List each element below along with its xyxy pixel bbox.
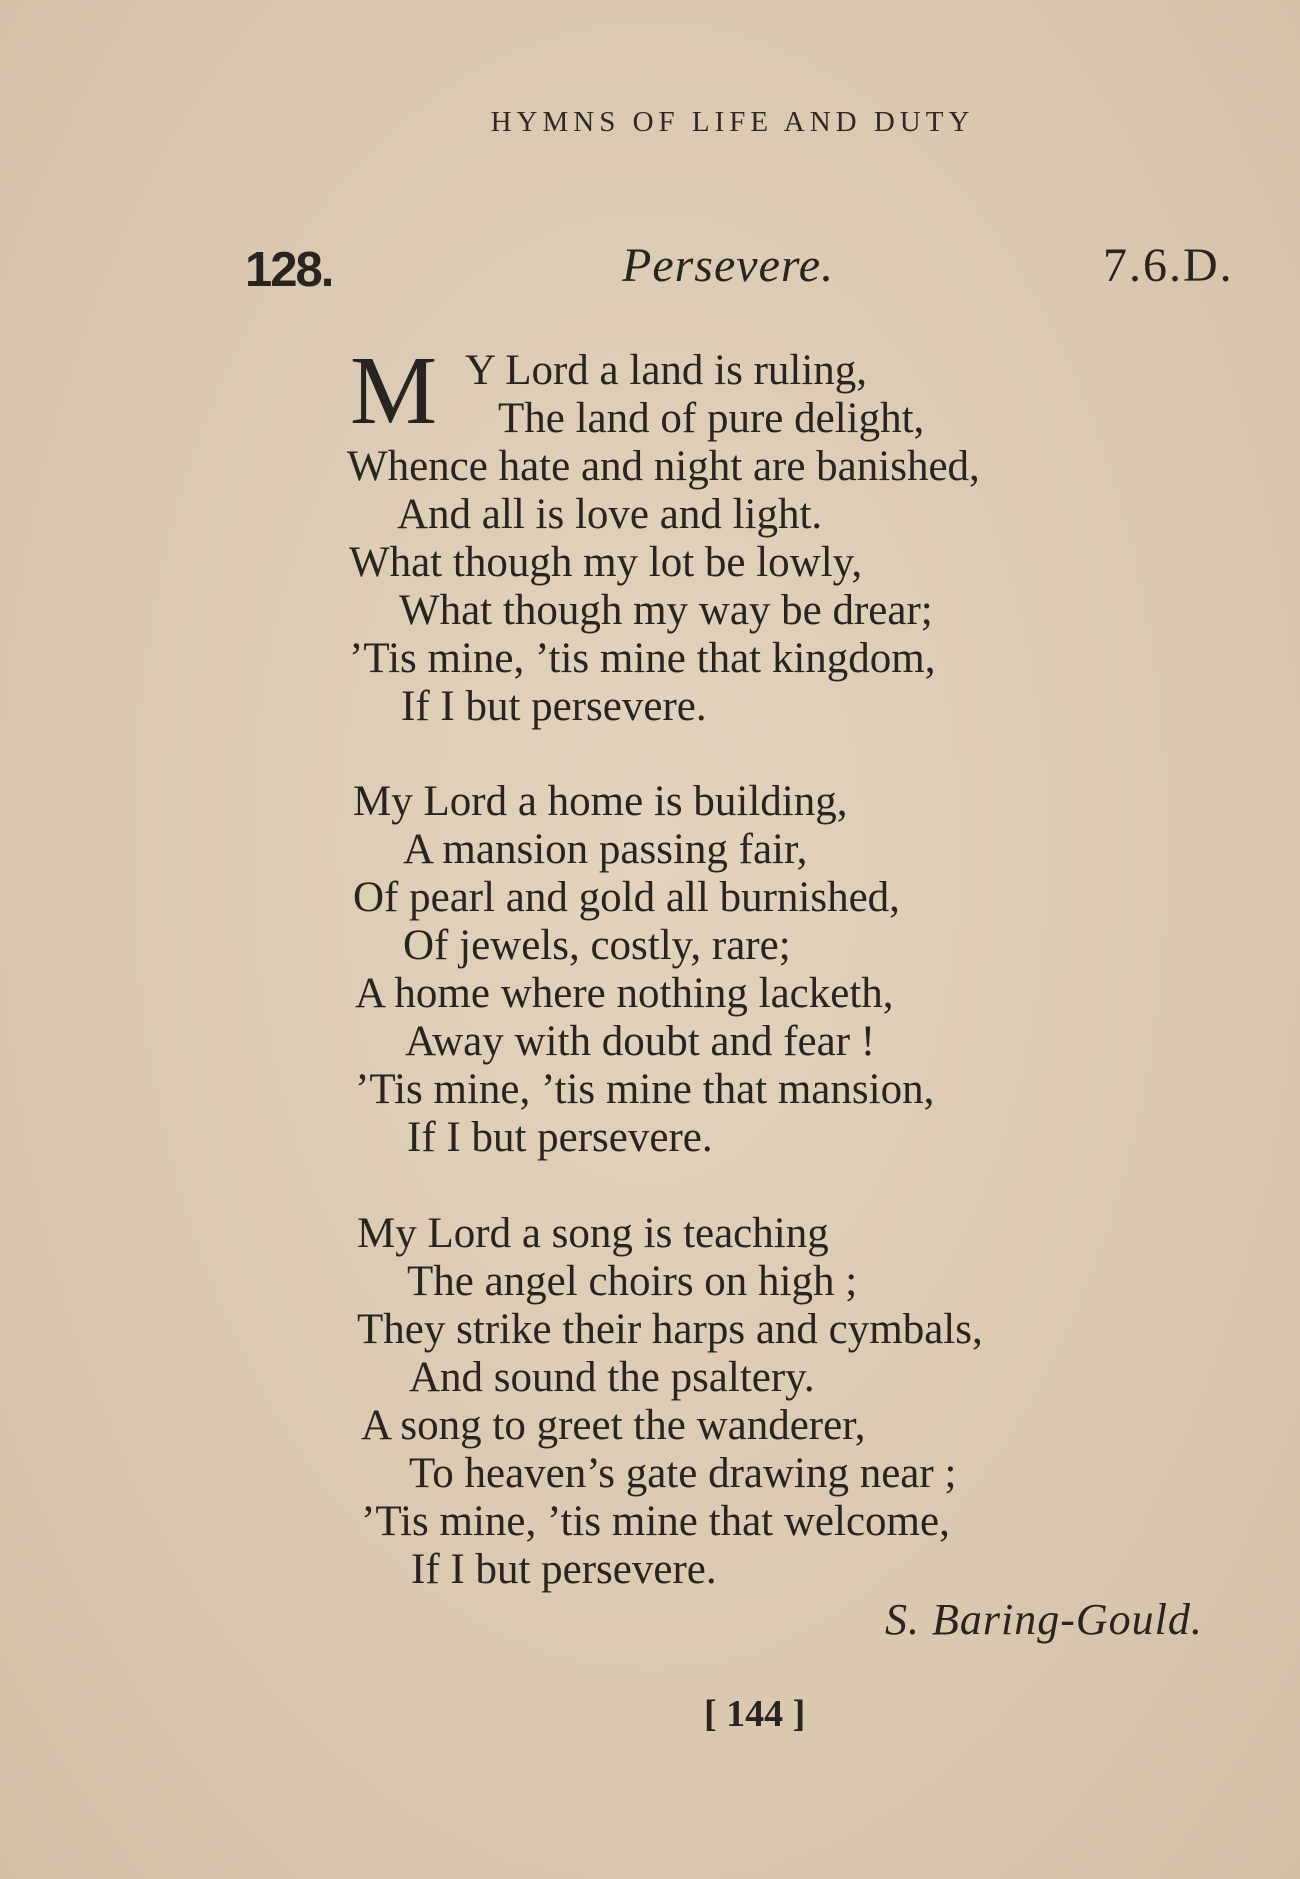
hymn-meter: 7.6.D. bbox=[1103, 239, 1234, 292]
stanza1-line3: Whence hate and night are banished, bbox=[347, 443, 980, 490]
stanza2-line1: My Lord a home is building, bbox=[353, 778, 848, 825]
stanza3-line1: My Lord a song is teaching bbox=[357, 1210, 829, 1257]
hymn-title: Persevere. bbox=[622, 239, 835, 292]
stanza2-line4: Of jewels, costly, rare; bbox=[403, 922, 791, 969]
stanza2-line8: If I but persevere. bbox=[407, 1114, 713, 1161]
drop-cap: M bbox=[350, 337, 438, 445]
stanza3-line5: A song to greet the wanderer, bbox=[361, 1402, 866, 1449]
stanza2-line6: Away with doubt and fear ! bbox=[405, 1018, 876, 1065]
stanza3-line4: And sound the psaltery. bbox=[409, 1354, 815, 1401]
stanza3-line8: If I but persevere. bbox=[411, 1546, 717, 1593]
stanza1-line1: Y Lord a land is ruling, bbox=[465, 347, 868, 394]
stanza2-line2: A mansion passing fair, bbox=[403, 826, 808, 873]
stanza2-line7: ’Tis mine, ’tis mine that mansion, bbox=[355, 1066, 935, 1113]
running-head: HYMNS OF LIFE AND DUTY bbox=[490, 106, 975, 138]
stanza3-line7: ’Tis mine, ’tis mine that welcome, bbox=[361, 1498, 950, 1545]
stanza1-line4: And all is love and light. bbox=[397, 491, 823, 538]
stanza1-line7: ’Tis mine, ’tis mine that kingdom, bbox=[349, 635, 936, 682]
hymn-number: 128. bbox=[245, 243, 333, 297]
stanza1-line8: If I but persevere. bbox=[401, 683, 707, 730]
stanza1-line6: What though my way be drear; bbox=[399, 587, 933, 634]
stanza2-line3: Of pearl and gold all burnished, bbox=[353, 874, 900, 921]
stanza3-line3: They strike their harps and cymbals, bbox=[357, 1306, 983, 1353]
stanza2-line5: A home where nothing lacketh, bbox=[355, 970, 894, 1017]
page-number: [ 144 ] bbox=[704, 1693, 806, 1735]
author-attribution: S. Baring-Gould. bbox=[885, 1595, 1203, 1644]
stanza3-line6: To heaven’s gate drawing near ; bbox=[409, 1450, 957, 1497]
stanza3-line2: The angel choirs on high ; bbox=[407, 1258, 858, 1305]
stanza1-line2: The land of pure delight, bbox=[498, 395, 925, 442]
stanza1-line5: What though my lot be lowly, bbox=[349, 539, 863, 586]
